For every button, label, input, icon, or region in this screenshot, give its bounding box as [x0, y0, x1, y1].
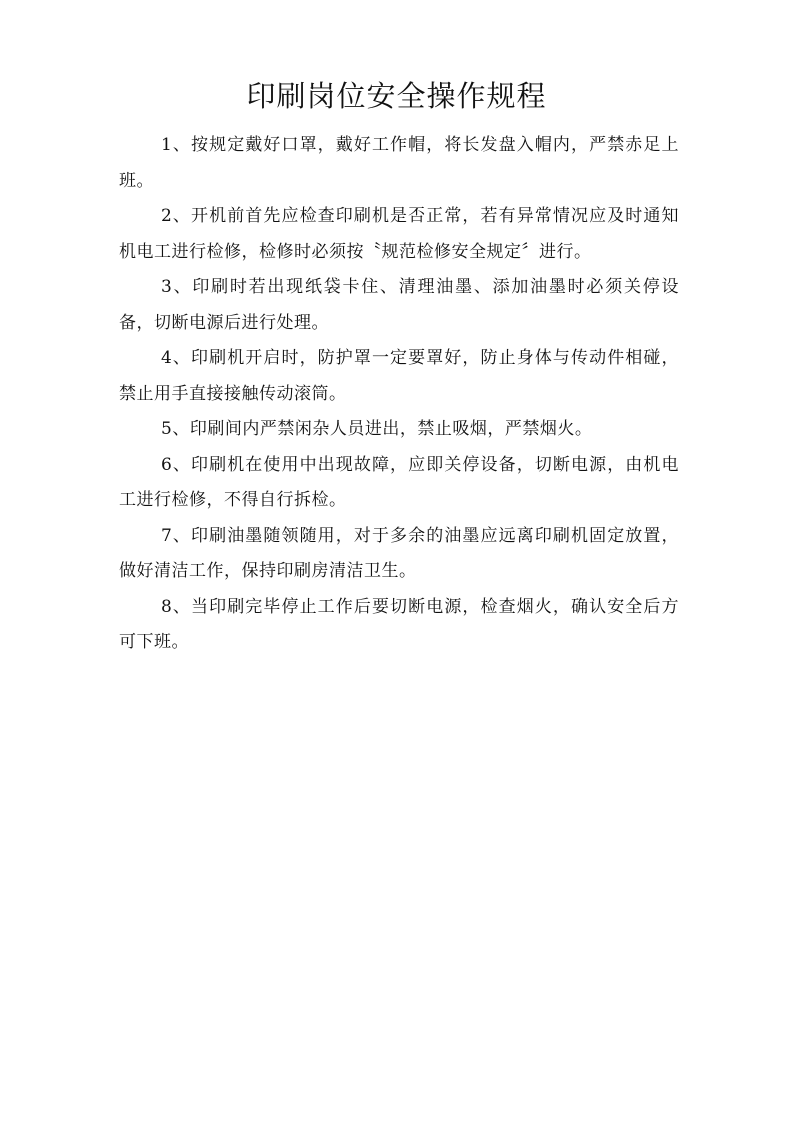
rule-paragraph-2: 2、开机前首先应检查印刷机是否正常，若有异常情况应及时通知机电工进行检修，检修时必须按〝规范检修安全规定〞进行。: [119, 206, 679, 262]
rule-paragraph-7: 7、印刷油墨随领随用，对于多余的油墨应远离印刷机固定放置，做好清洁工作，保持印刷房清洁卫生。: [119, 525, 679, 581]
rule-paragraph-3: 3、印刷时若出现纸袋卡住、清理油墨、添加油墨时必须关停设备，切断电源后进行处理。: [119, 277, 679, 333]
rule-paragraph-8: 8、当印刷完毕停止工作后要切断电源，检查烟火，确认安全后方可下班。: [119, 596, 679, 652]
rule-paragraph-5: 5、印刷间内严禁闲杂人员进出，禁止吸烟，严禁烟火。: [161, 419, 593, 439]
rule-paragraph-4: 4、印刷机开启时，防护罩一定要罩好，防止身体与传动件相碰，禁止用手直接接触传动滚筒。: [119, 348, 679, 404]
document-body: [119, 128, 679, 661]
document-title: 印刷岗位安全操作规程: [246, 79, 547, 113]
rule-paragraph-6: 6、印刷机在使用中出现故障，应即关停设备，切断电源，由机电工进行检修，不得自行拆检。: [119, 454, 679, 510]
rule-paragraph-1: 1、按规定戴好口罩，戴好工作帽，将长发盘入帽内，严禁赤足上班。: [119, 135, 679, 191]
